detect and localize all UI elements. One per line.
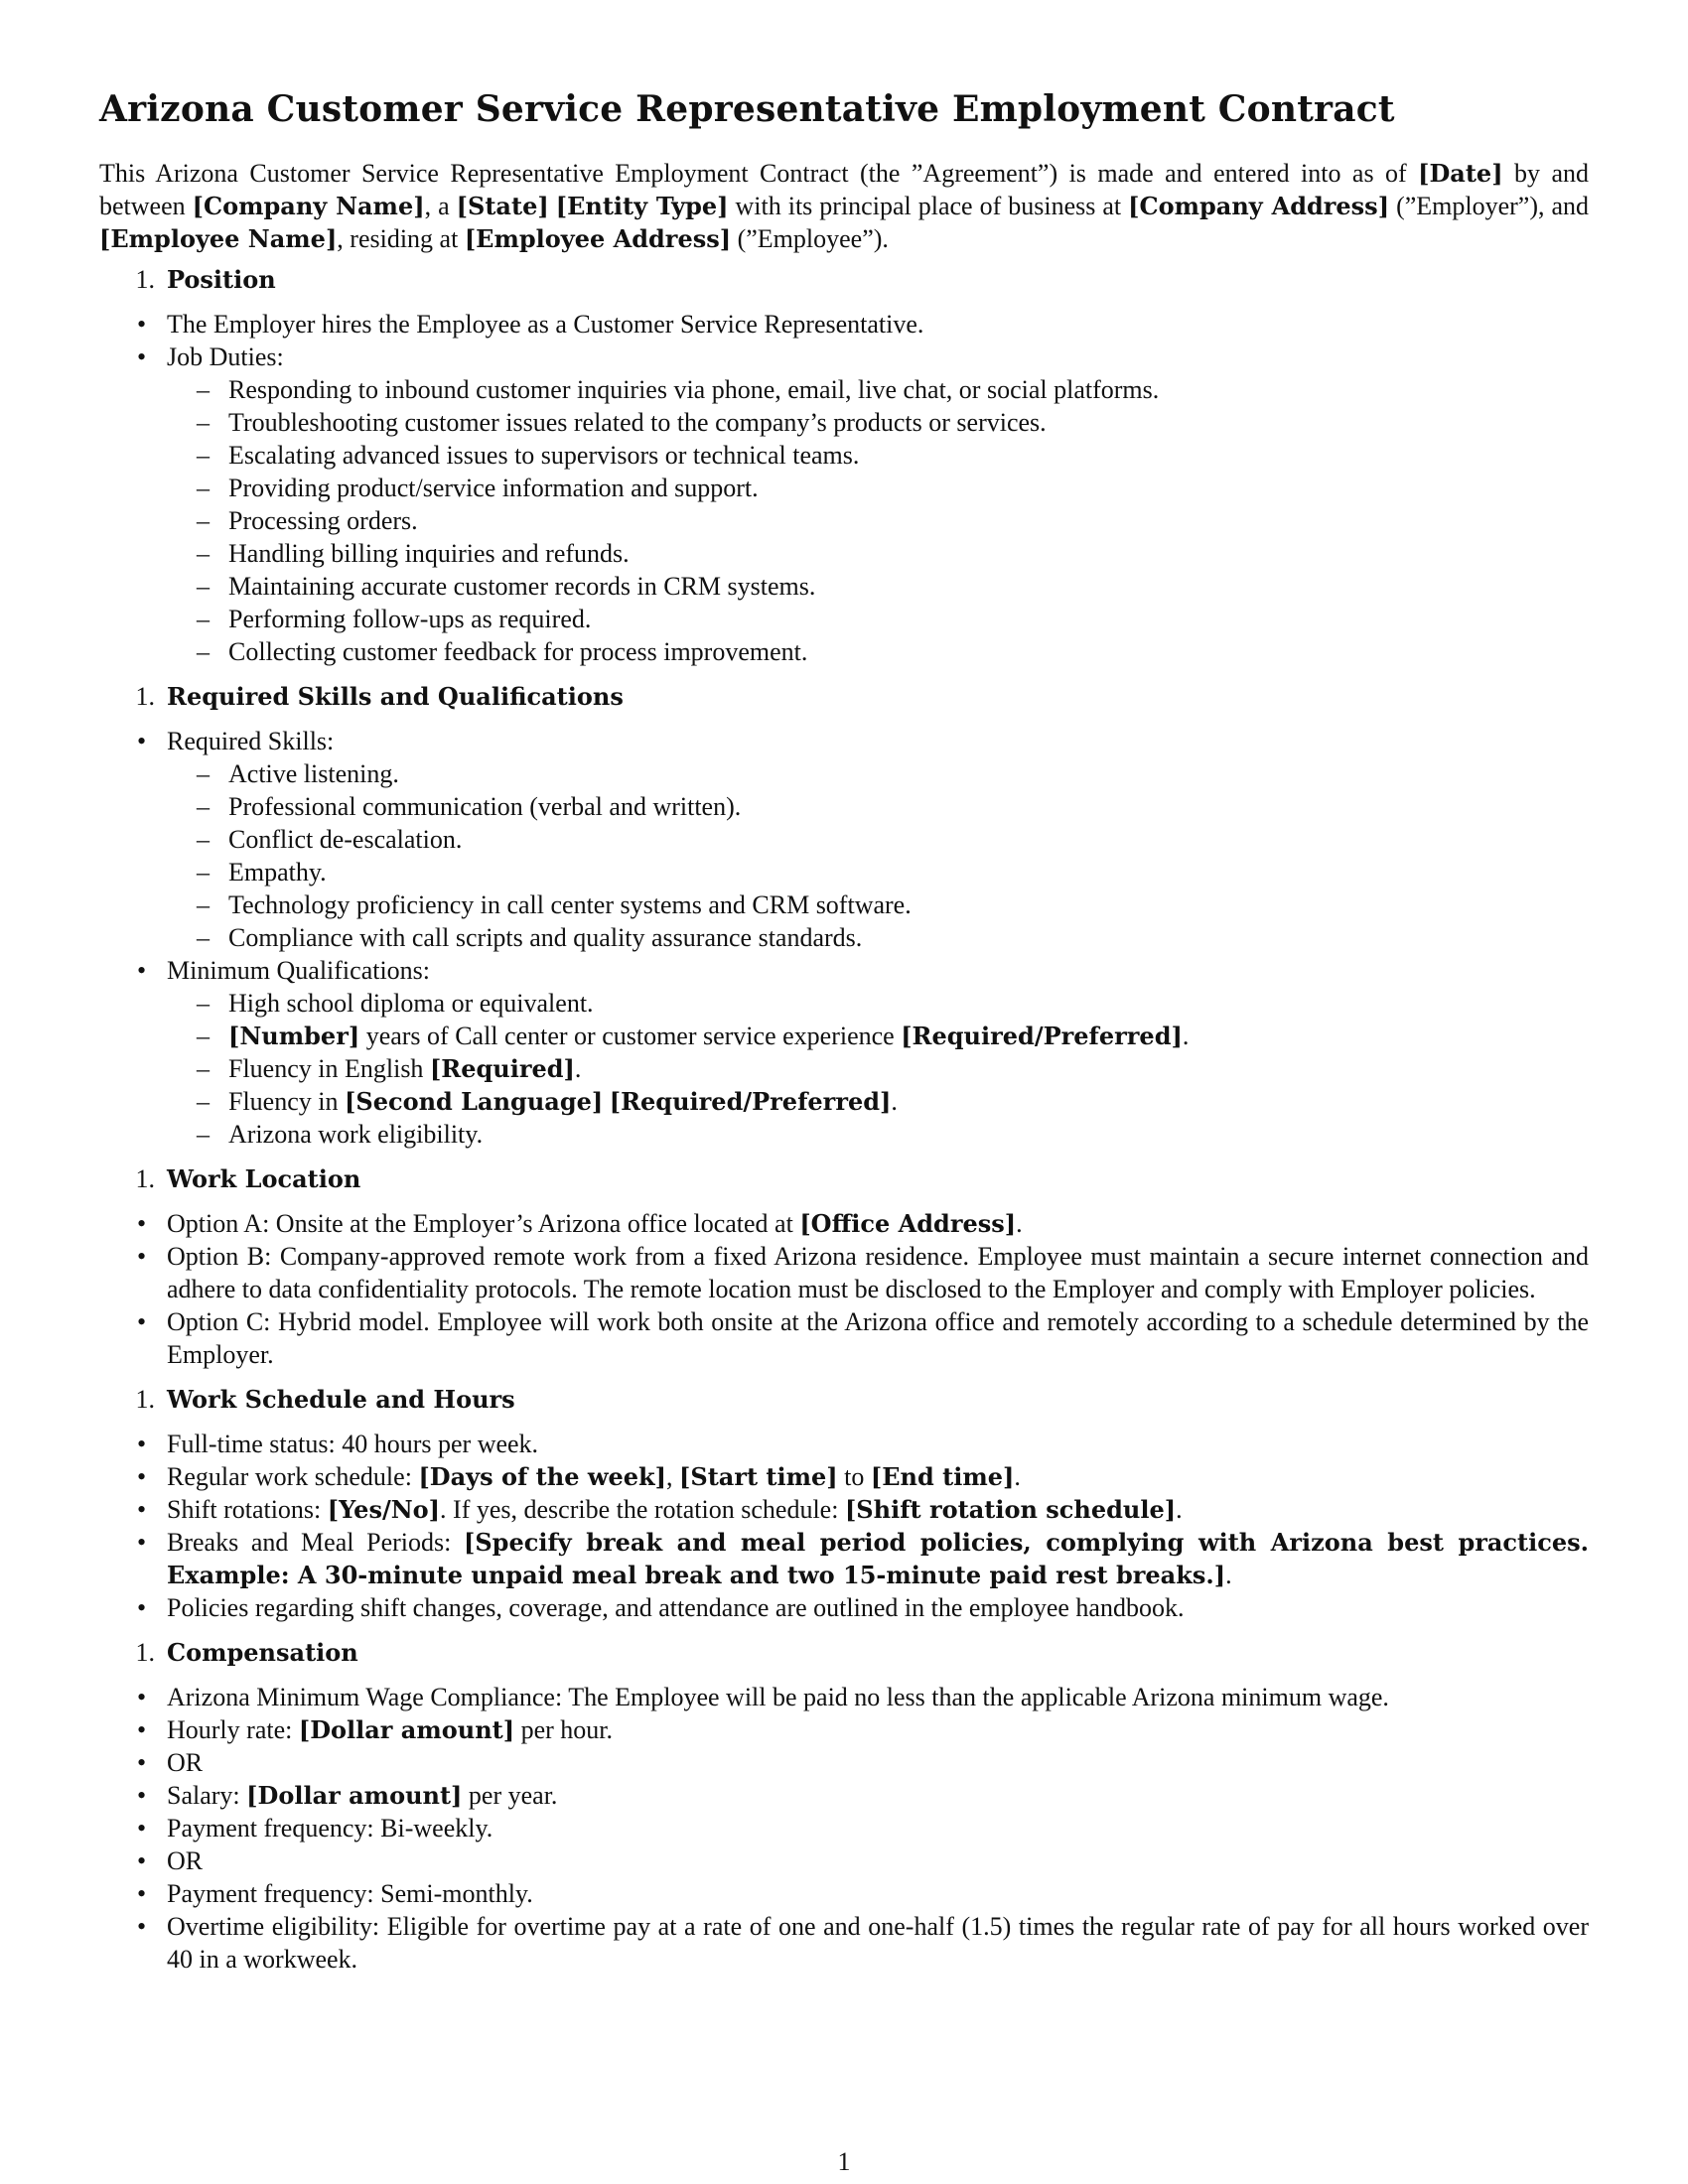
section-heading: [99, 680, 1589, 713]
text-run: .: [1176, 1495, 1183, 1524]
section-number: 1.: [135, 1638, 155, 1667]
text-run: . If yes, describe the rotation schedule:: [440, 1495, 845, 1524]
placeholder-field: [Employee Address]: [464, 224, 732, 253]
text-run: .: [1016, 1209, 1023, 1238]
placeholder-field: [Dollar amount]: [298, 1715, 515, 1744]
sub-list-item: [167, 1118, 1589, 1151]
text-run: Regular work schedule:: [167, 1462, 419, 1491]
section-number: 1.: [135, 265, 155, 294]
list-item: [99, 1493, 1589, 1526]
list-item: [99, 1240, 1589, 1305]
text-run: Escalating advanced issues to supervisors or technical teams.: [228, 441, 860, 470]
text-run: Salary:: [167, 1781, 247, 1810]
section-number: 1.: [135, 1164, 155, 1193]
sub-list-item: [167, 635, 1589, 668]
section-title: Work Location: [167, 1164, 361, 1193]
section-heading: [99, 263, 1589, 296]
placeholder-field: [Dollar amount]: [246, 1781, 463, 1810]
intro-paragraph: [99, 157, 1589, 255]
placeholder-field: [Company Address]: [1128, 192, 1390, 220]
placeholder-field: [Employee Name]: [99, 224, 338, 253]
text-run: .: [891, 1087, 898, 1116]
sections-container: [99, 263, 1589, 1976]
text-run: Hourly rate:: [167, 1715, 299, 1744]
list-item: [99, 725, 1589, 954]
sub-list: [167, 757, 1589, 954]
list-item: [99, 308, 1589, 341]
text-run: with its principal place of business at: [728, 192, 1129, 220]
section-heading: [99, 1162, 1589, 1195]
text-run: by and between: [99, 159, 1589, 220]
text-run: Active listening.: [228, 759, 399, 788]
text-run: Arizona Minimum Wage Compliance: The Employee will be paid no less than the applicable Arizona minimum wage.: [167, 1683, 1389, 1711]
list-item: [99, 1591, 1589, 1624]
sub-list-item: [167, 1085, 1589, 1118]
placeholder-field: [Entity Type]: [555, 192, 729, 220]
sub-list-item: [167, 790, 1589, 823]
placeholder-field: [Required]: [429, 1054, 575, 1083]
list-item: [99, 1305, 1589, 1371]
text-run: (”Employer”), and: [1389, 192, 1590, 220]
text-run: Full-time status: 40 hours per week.: [167, 1430, 539, 1458]
text-run: Option A: Onsite at the Employer’s Arizona office located at: [167, 1209, 800, 1238]
list-item: [99, 341, 1589, 668]
section-heading: [99, 1636, 1589, 1669]
text-run: (”Employee”).: [731, 224, 889, 253]
text-run: Required Skills:: [167, 727, 335, 755]
document-title: Arizona Customer Service Representative Employment Contract: [99, 88, 1395, 130]
sub-list-item: [167, 537, 1589, 570]
text-run: Minimum Qualifications:: [167, 956, 431, 985]
sub-list-item: [167, 987, 1589, 1020]
text-run: .: [574, 1054, 582, 1083]
placeholder-field: [State]: [456, 192, 549, 220]
sub-list-item: [167, 406, 1589, 439]
sub-list: [167, 987, 1589, 1151]
text-run: per year.: [462, 1781, 558, 1810]
placeholder-field: [Shift rotation schedule]: [844, 1495, 1177, 1524]
section-title: Work Schedule and Hours: [167, 1385, 515, 1414]
list-item: [99, 1207, 1589, 1240]
sub-list-item: [167, 921, 1589, 954]
placeholder-field: [Number]: [228, 1022, 360, 1050]
text-run: Performing follow-ups as required.: [228, 605, 592, 633]
text-run: Conflict de-escalation.: [228, 825, 463, 854]
text-run: Troubleshooting customer issues related to the company’s products or services.: [228, 408, 1047, 437]
section-number: 1.: [135, 1385, 155, 1414]
sub-list-item: [167, 439, 1589, 472]
page-number: 1: [837, 2147, 851, 2176]
placeholder-field: [Specify break and meal period policies, complying with Arizona best practices. Example: A 30-minute unpaid meal break and two 15-minute paid rest breaks.]: [167, 1528, 1589, 1589]
placeholder-field: [Required/Preferred]: [609, 1087, 892, 1116]
section-title: Position: [167, 265, 276, 294]
text-run: Professional communication (verbal and written).: [228, 792, 742, 821]
text-run: years of Call center or customer service experience: [359, 1022, 902, 1050]
text-run: OR: [167, 1748, 204, 1777]
sub-list-item: [167, 1052, 1589, 1085]
text-run: , a: [424, 192, 457, 220]
list-item: [99, 1526, 1589, 1591]
sub-list-item: [167, 504, 1589, 537]
placeholder-field: [Yes/No]: [327, 1495, 441, 1524]
section-list: [99, 725, 1589, 1151]
text-run: High school diploma or equivalent.: [228, 989, 594, 1018]
text-run: The Employer hires the Employee as a Customer Service Representative.: [167, 310, 924, 339]
sub-list-item: [167, 373, 1589, 406]
placeholder-field: [Company Name]: [192, 192, 425, 220]
sub-list-item: [167, 823, 1589, 856]
section-list: [99, 1428, 1589, 1624]
list-item: [99, 954, 1589, 1151]
list-item: [99, 1844, 1589, 1877]
text-run: , residing at: [337, 224, 465, 253]
sub-list-item: [167, 856, 1589, 888]
sub-list-item: [167, 888, 1589, 921]
list-item: [99, 1681, 1589, 1713]
section-list: [99, 1681, 1589, 1976]
text-run: ,: [666, 1462, 679, 1491]
list-item: [99, 1428, 1589, 1460]
list-item: [99, 1910, 1589, 1976]
text-run: Fluency in English: [228, 1054, 430, 1083]
document-page: [99, 87, 1589, 1987]
section-heading: [99, 1383, 1589, 1416]
placeholder-field: [End time]: [870, 1462, 1015, 1491]
text-run: Fluency in: [228, 1087, 345, 1116]
text-run: Option B: Company-approved remote work from a fixed Arizona residence. Employee must maintain a secure internet connection and adhere to data confidentiality protocols. The remote location must be disclosed to the Employer and comply with Employer policies.: [167, 1242, 1589, 1303]
placeholder-field: [Office Address]: [799, 1209, 1017, 1238]
text-run: Handling billing inquiries and refunds.: [228, 539, 630, 568]
text-run: to: [837, 1462, 871, 1491]
sub-list-item: [167, 472, 1589, 504]
text-run: This Arizona Customer Service Representative Employment Contract (the ”Agreement”) is made and entered into as of: [99, 159, 1419, 188]
text-run: Processing orders.: [228, 506, 418, 535]
list-item: [99, 1812, 1589, 1844]
text-run: [549, 192, 556, 220]
section-list: [99, 308, 1589, 668]
sub-list-item: [167, 603, 1589, 635]
list-item: [99, 1460, 1589, 1493]
text-run: Shift rotations:: [167, 1495, 328, 1524]
text-run: Payment frequency: Semi-monthly.: [167, 1879, 533, 1908]
text-run: Payment frequency: Bi-weekly.: [167, 1814, 493, 1843]
section-title: Compensation: [167, 1638, 358, 1667]
text-run: .: [1014, 1462, 1021, 1491]
section-list: [99, 1207, 1589, 1371]
text-run: Policies regarding shift changes, coverage, and attendance are outlined in the employee handbook.: [167, 1593, 1185, 1622]
list-item: [99, 1713, 1589, 1746]
placeholder-field: [Start time]: [679, 1462, 838, 1491]
text-run: Collecting customer feedback for process improvement.: [228, 637, 808, 666]
text-run: .: [1182, 1022, 1190, 1050]
section-number: 1.: [135, 682, 155, 711]
sub-list: [167, 373, 1589, 668]
sub-list-item: [167, 757, 1589, 790]
text-run: Option C: Hybrid model. Employee will work both onsite at the Arizona office and remotely according to a schedule determined by the Employer.: [167, 1307, 1589, 1369]
placeholder-field: [Days of the week]: [418, 1462, 666, 1491]
section-title: Required Skills and Qualifications: [167, 682, 624, 711]
text-run: .: [1225, 1561, 1232, 1589]
text-run: Overtime eligibility: Eligible for overtime pay at a rate of one and one-half (1.5) times the regular rate of pay for all hours worked over 40 in a workweek.: [167, 1912, 1589, 1974]
text-run: OR: [167, 1846, 204, 1875]
text-run: Empathy.: [228, 858, 327, 887]
text-run: Providing product/service information and support.: [228, 474, 759, 502]
text-run: Technology proficiency in call center systems and CRM software.: [228, 890, 912, 919]
text-run: Responding to inbound customer inquiries via phone, email, live chat, or social platforms.: [228, 375, 1160, 404]
list-item: [99, 1779, 1589, 1812]
placeholder-field: [Required/Preferred]: [901, 1022, 1183, 1050]
text-run: Compliance with call scripts and quality assurance standards.: [228, 923, 863, 952]
placeholder-field: [Date]: [1418, 159, 1503, 188]
text-run: Arizona work eligibility.: [228, 1120, 484, 1149]
text-run: Breaks and Meal Periods:: [167, 1528, 464, 1557]
placeholder-field: [Second Language]: [345, 1087, 604, 1116]
sub-list-item: [167, 1020, 1589, 1052]
sub-list-item: [167, 570, 1589, 603]
list-item: [99, 1746, 1589, 1779]
text-run: per hour.: [514, 1715, 614, 1744]
text-run: Maintaining accurate customer records in CRM systems.: [228, 572, 816, 601]
list-item: [99, 1877, 1589, 1910]
text-run: Job Duties:: [167, 342, 284, 371]
